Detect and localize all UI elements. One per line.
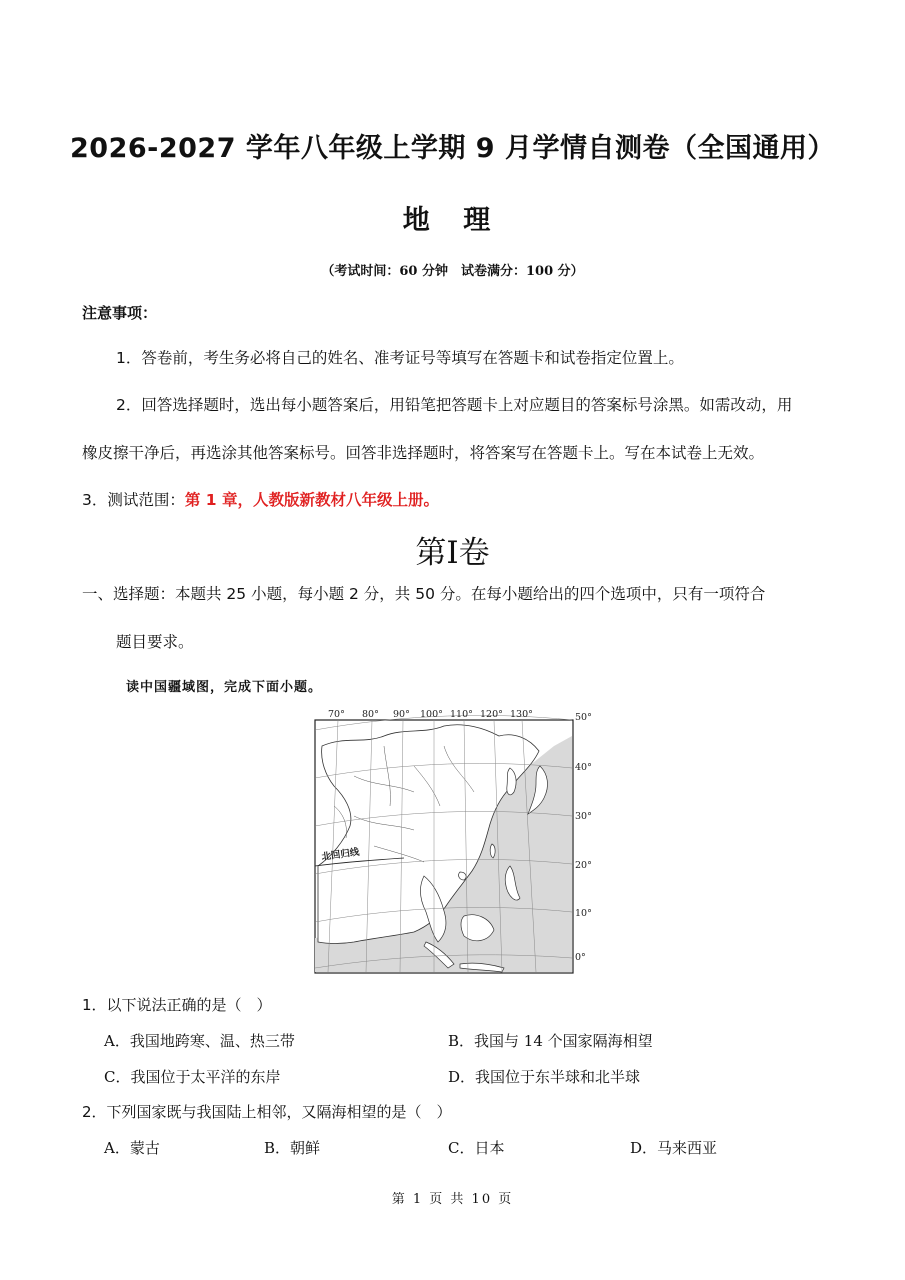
exam-title: 2026-2027 学年八年级上学期 9 月学情自测卷（全国通用） bbox=[70, 133, 835, 164]
question-2-option-b[interactable]: B．朝鲜 bbox=[264, 1139, 321, 1157]
note-item-2-line-2: 橡皮擦干净后，再选涂其他答案标号。回答非选择题时，将答案写在答题卡上。写在本试卷上无效。 bbox=[82, 444, 765, 462]
lat-label: 10° bbox=[575, 908, 592, 919]
read-map-prompt: 读中国疆域图，完成下面小题。 bbox=[126, 680, 323, 695]
lon-label: 100° bbox=[420, 709, 443, 720]
question-1-option-a[interactable]: A．我国地跨寒、温、热三带 bbox=[104, 1032, 295, 1050]
section-instruction-line-1: 一、选择题：本题共 25 小题，每小题 2 分，共 50 分。在每小题给出的四个选项中，只有一项符合 bbox=[82, 585, 766, 603]
taiwan-island bbox=[490, 844, 495, 858]
lat-label: 0° bbox=[575, 952, 586, 963]
lon-label: 130° bbox=[510, 709, 533, 720]
test-range: 第 1 章，人教版新教材八年级上册。 bbox=[184, 491, 439, 509]
lat-label: 40° bbox=[575, 762, 592, 773]
note-item-3 bbox=[82, 490, 439, 510]
china-territory-map bbox=[314, 706, 614, 976]
notes-title: 注意事项： bbox=[82, 304, 158, 322]
page-footer: 第 1 页 共 10 页 bbox=[391, 1192, 514, 1207]
lon-label: 120° bbox=[480, 709, 503, 720]
question-2-option-a[interactable]: A．蒙古 bbox=[104, 1139, 160, 1157]
note-item-3-prefix: 3．测试范围： bbox=[82, 491, 185, 509]
subject-title: 地 理 bbox=[402, 205, 503, 236]
question-1-stem: 1．以下说法正确的是（ ） bbox=[82, 996, 272, 1014]
china-map-svg bbox=[314, 706, 614, 976]
question-1-option-b[interactable]: B．我国与 14 个国家隔海相望 bbox=[448, 1032, 653, 1050]
question-2-option-c[interactable]: C．日本 bbox=[448, 1139, 505, 1157]
section-instruction-line-2: 题目要求。 bbox=[116, 633, 194, 651]
note-item-2-line-1: 2．回答选择题时，选出每小题答案后，用铅笔把答题卡上对应题目的答案标号涂黑。如需改动，用 bbox=[116, 396, 793, 414]
question-1-option-d[interactable]: D．我国位于东半球和北半球 bbox=[448, 1068, 641, 1086]
lon-label: 110° bbox=[450, 709, 473, 720]
tropic-of-cancer-label: 北回归线 bbox=[320, 846, 361, 863]
question-2-stem: 2．下列国家既与我国陆上相邻，又隔海相望的是（ ） bbox=[82, 1103, 452, 1121]
lat-label: 30° bbox=[575, 811, 592, 822]
lat-label: 50° bbox=[575, 712, 592, 723]
lon-label: 70° bbox=[328, 709, 345, 720]
volume-title: 第Ⅰ卷 bbox=[415, 535, 490, 571]
lon-label: 80° bbox=[362, 709, 379, 720]
question-1-option-c[interactable]: C．我国位于太平洋的东岸 bbox=[104, 1068, 281, 1086]
exam-info: （考试时间：60 分钟 试卷满分：100 分） bbox=[321, 264, 584, 279]
note-item-1: 1．答卷前，考生务必将自己的姓名、准考证号等填写在答题卡和试卷指定位置上。 bbox=[116, 349, 684, 367]
lon-label: 90° bbox=[393, 709, 410, 720]
lat-label: 20° bbox=[575, 860, 592, 871]
question-2-option-d[interactable]: D．马来西亚 bbox=[630, 1139, 718, 1157]
